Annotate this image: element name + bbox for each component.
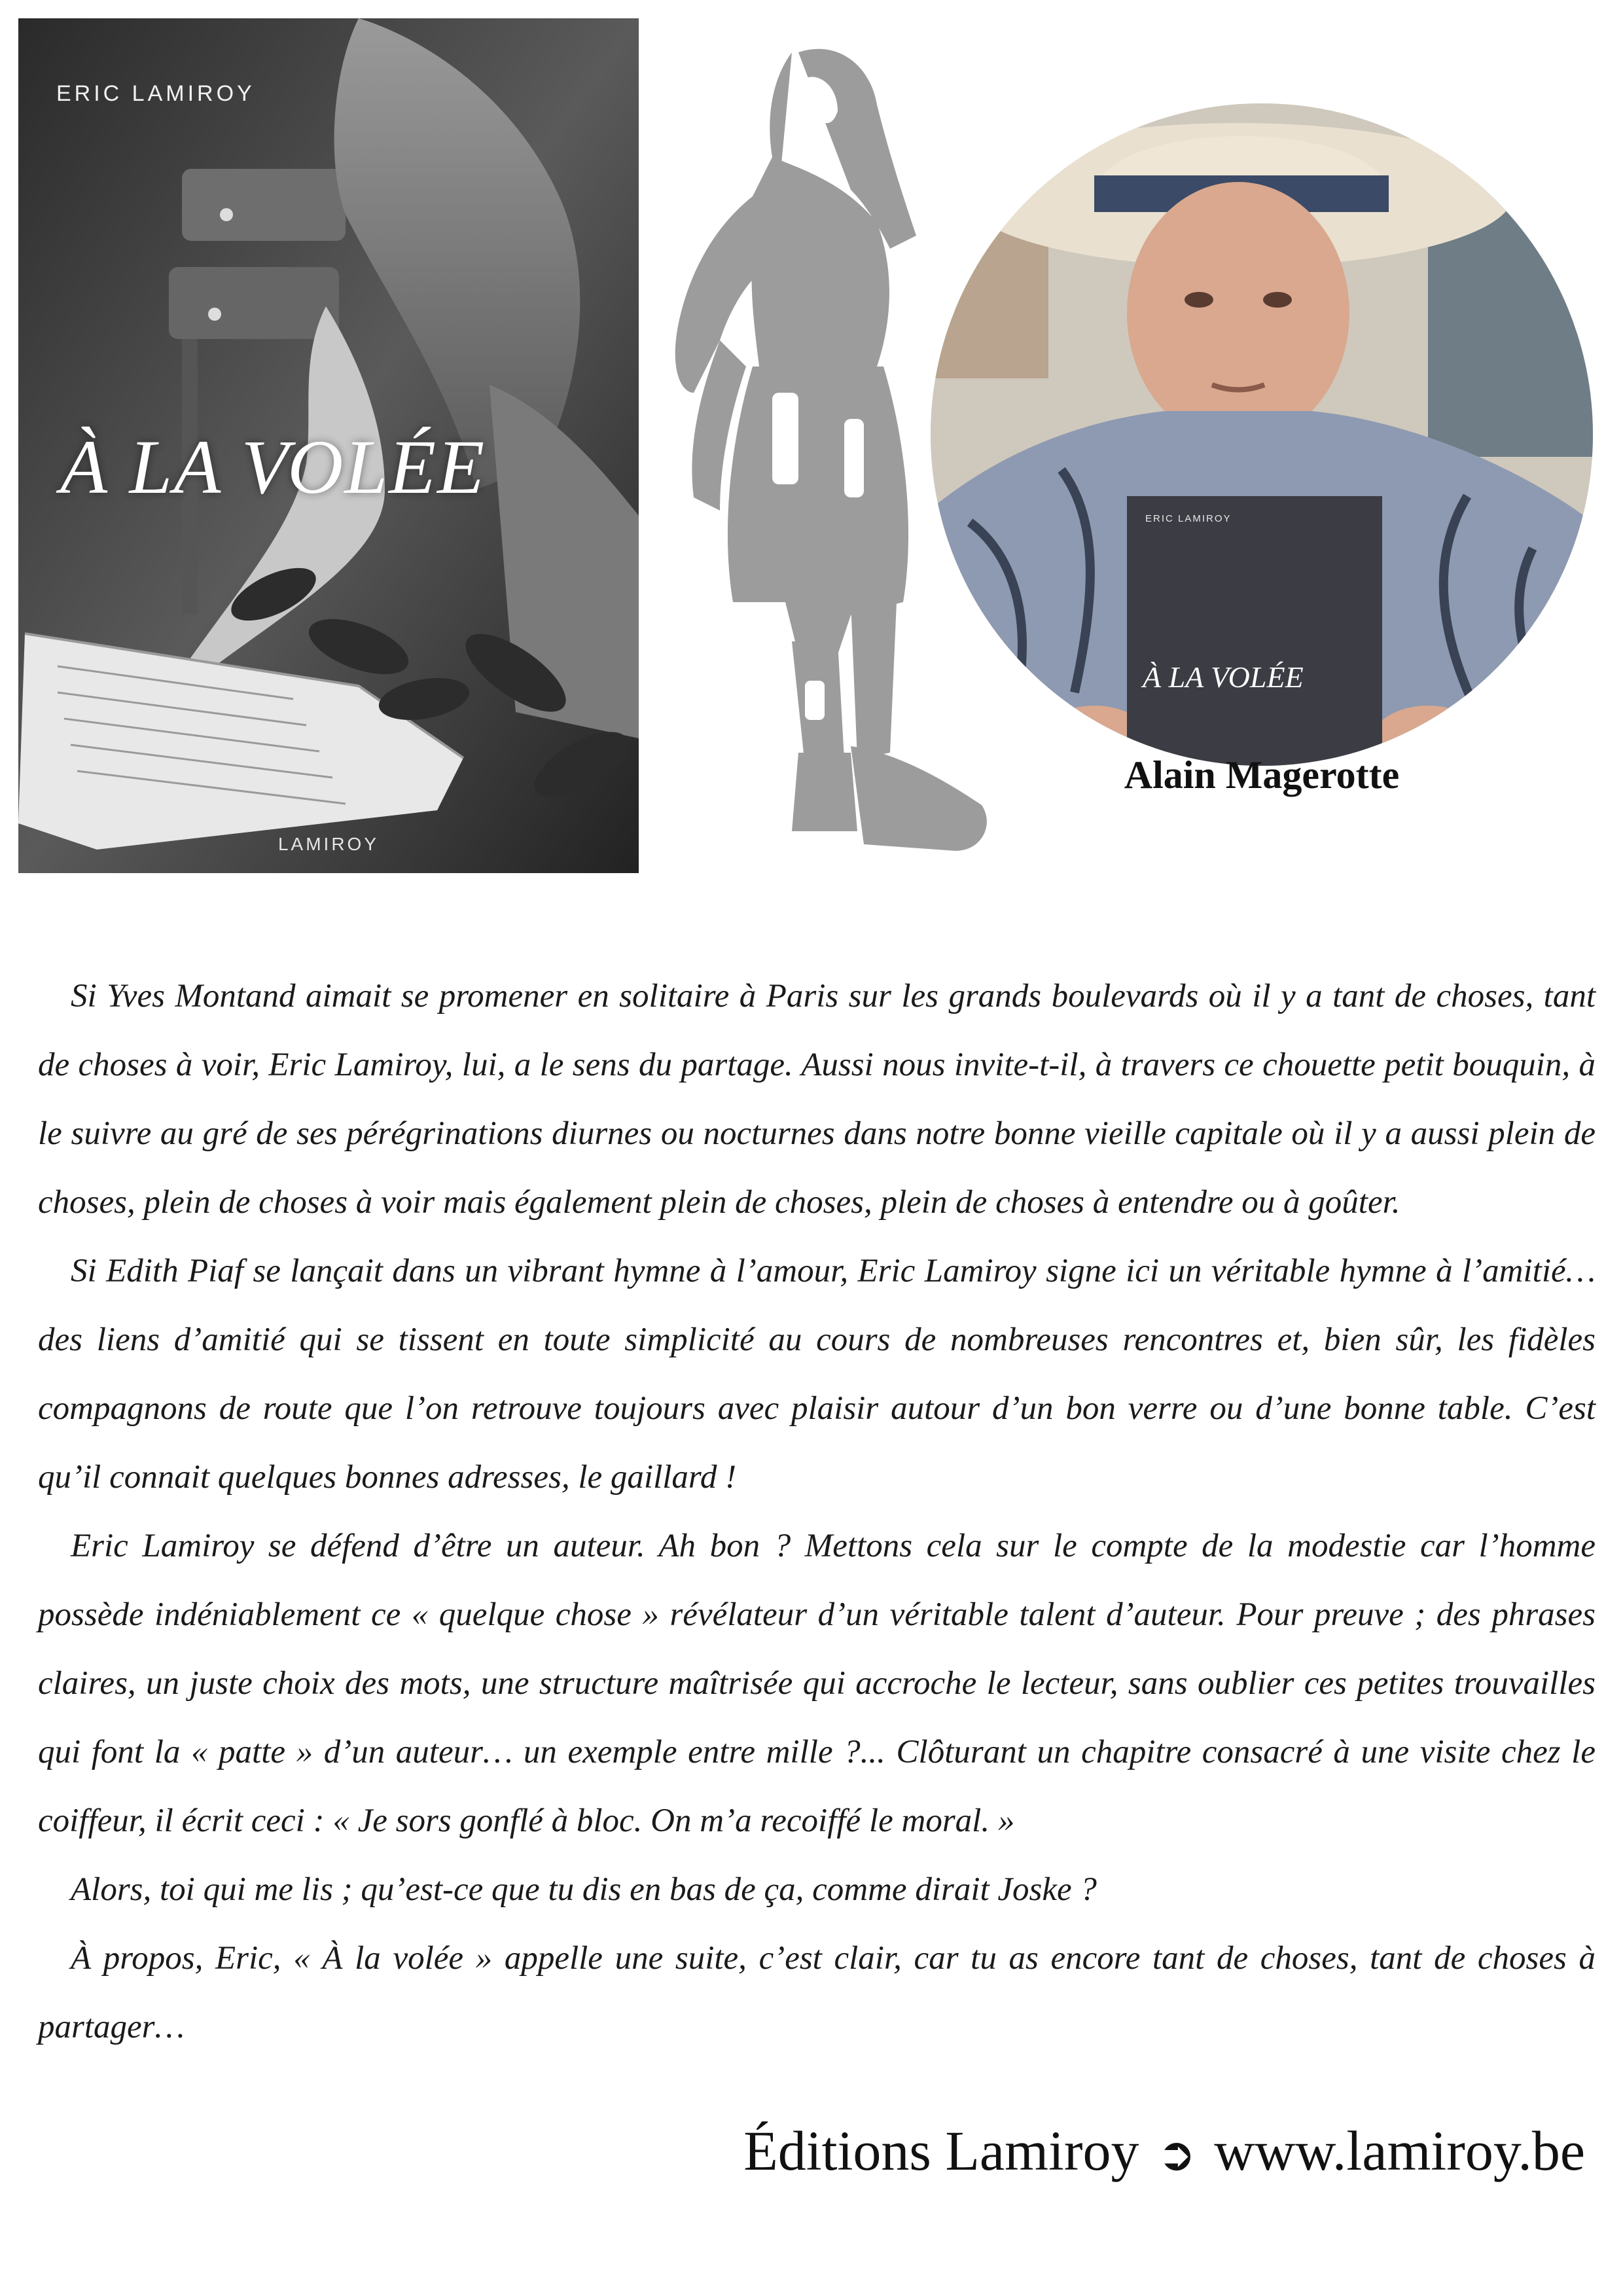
review-paragraph: Si Yves Montand aimait se promener en solitaire à Paris sur les grands boulevards où il y a tant de choses, tant de choses à voir, Eric Lamiroy, lui, a le sens du partage. Aussi nous invite-t-il, à travers ce chouette petit bouquin, à le suivre au gré de ses pérégrinations diurnes ou nocturnes dans notre bonne vieille capitale où il y a aussi plein de choses, plein de choses à voir mais également plein de choses, plein de choses à entendre ou à goûter. [38, 978, 1596, 1221]
held-book-cover [1127, 496, 1382, 766]
book-cover [18, 18, 639, 873]
held-book-author: ERIC LAMIROY [1145, 513, 1232, 524]
cover-publisher: LAMIROY [277, 834, 380, 854]
cover-author: ERIC LAMIROY [56, 81, 255, 106]
publisher-name: Éditions Lamiroy [743, 2119, 1139, 2182]
author-portrait [931, 103, 1593, 766]
arrow-icon: ➲ [1157, 2127, 1196, 2181]
review-paragraph: Alors, toi qui me lis ; qu’est-ce que tu dis en bas de ça, comme dirait Joske ? [71, 1871, 1097, 1908]
review-text [38, 962, 1596, 2062]
review-paragraph: Eric Lamiroy se défend d’être un auteur. Ah bon ? Mettons cela sur le compte de la modestie car l’homme possède indéniablement ce « quelque chose » révélateur d’un véritable talent d’auteur. Pour preuve ; des phrases claires, un juste choix des mots, une structure maîtrisée qui accroche le lecteur, sans oublier ces petites trouvailles qui font la « patte » d’un auteur… un exemple entre mille ?... Clôturant un chapitre consacré à une visite chez le coiffeur, il écrit ceci : « Je sors gonflé à bloc. On m’a recoiffé le moral. » [38, 1528, 1596, 1839]
publisher-footer [743, 2118, 1585, 2183]
held-book-title: À LA VOLÉE [1143, 660, 1304, 694]
cover-title: À LA VOLÉE [60, 424, 486, 510]
portrait-caption: Alain Magerotte [1124, 753, 1400, 797]
review-paragraph: À propos, Eric, « À la volée » appelle une suite, c’est clair, car tu as encore tant de choses, tant de choses à partager… [38, 1940, 1596, 2045]
website-link[interactable]: www.lamiroy.be [1214, 2119, 1585, 2182]
review-paragraph: Si Edith Piaf se lançait dans un vibrant hymne à l’amour, Eric Lamiroy signe ici un véritable hymne à l’amitié… des liens d’amitié qui se tissent en toute simplicité au cours de nombreuses rencontres et, bien sûr, les fidèles compagnons de route que l’on retrouve toujours avec plaisir autour d’un bon verre ou d’une bonne table. C’est qu’il connait quelques bonnes adresses, le gaillard ! [38, 1253, 1596, 1496]
